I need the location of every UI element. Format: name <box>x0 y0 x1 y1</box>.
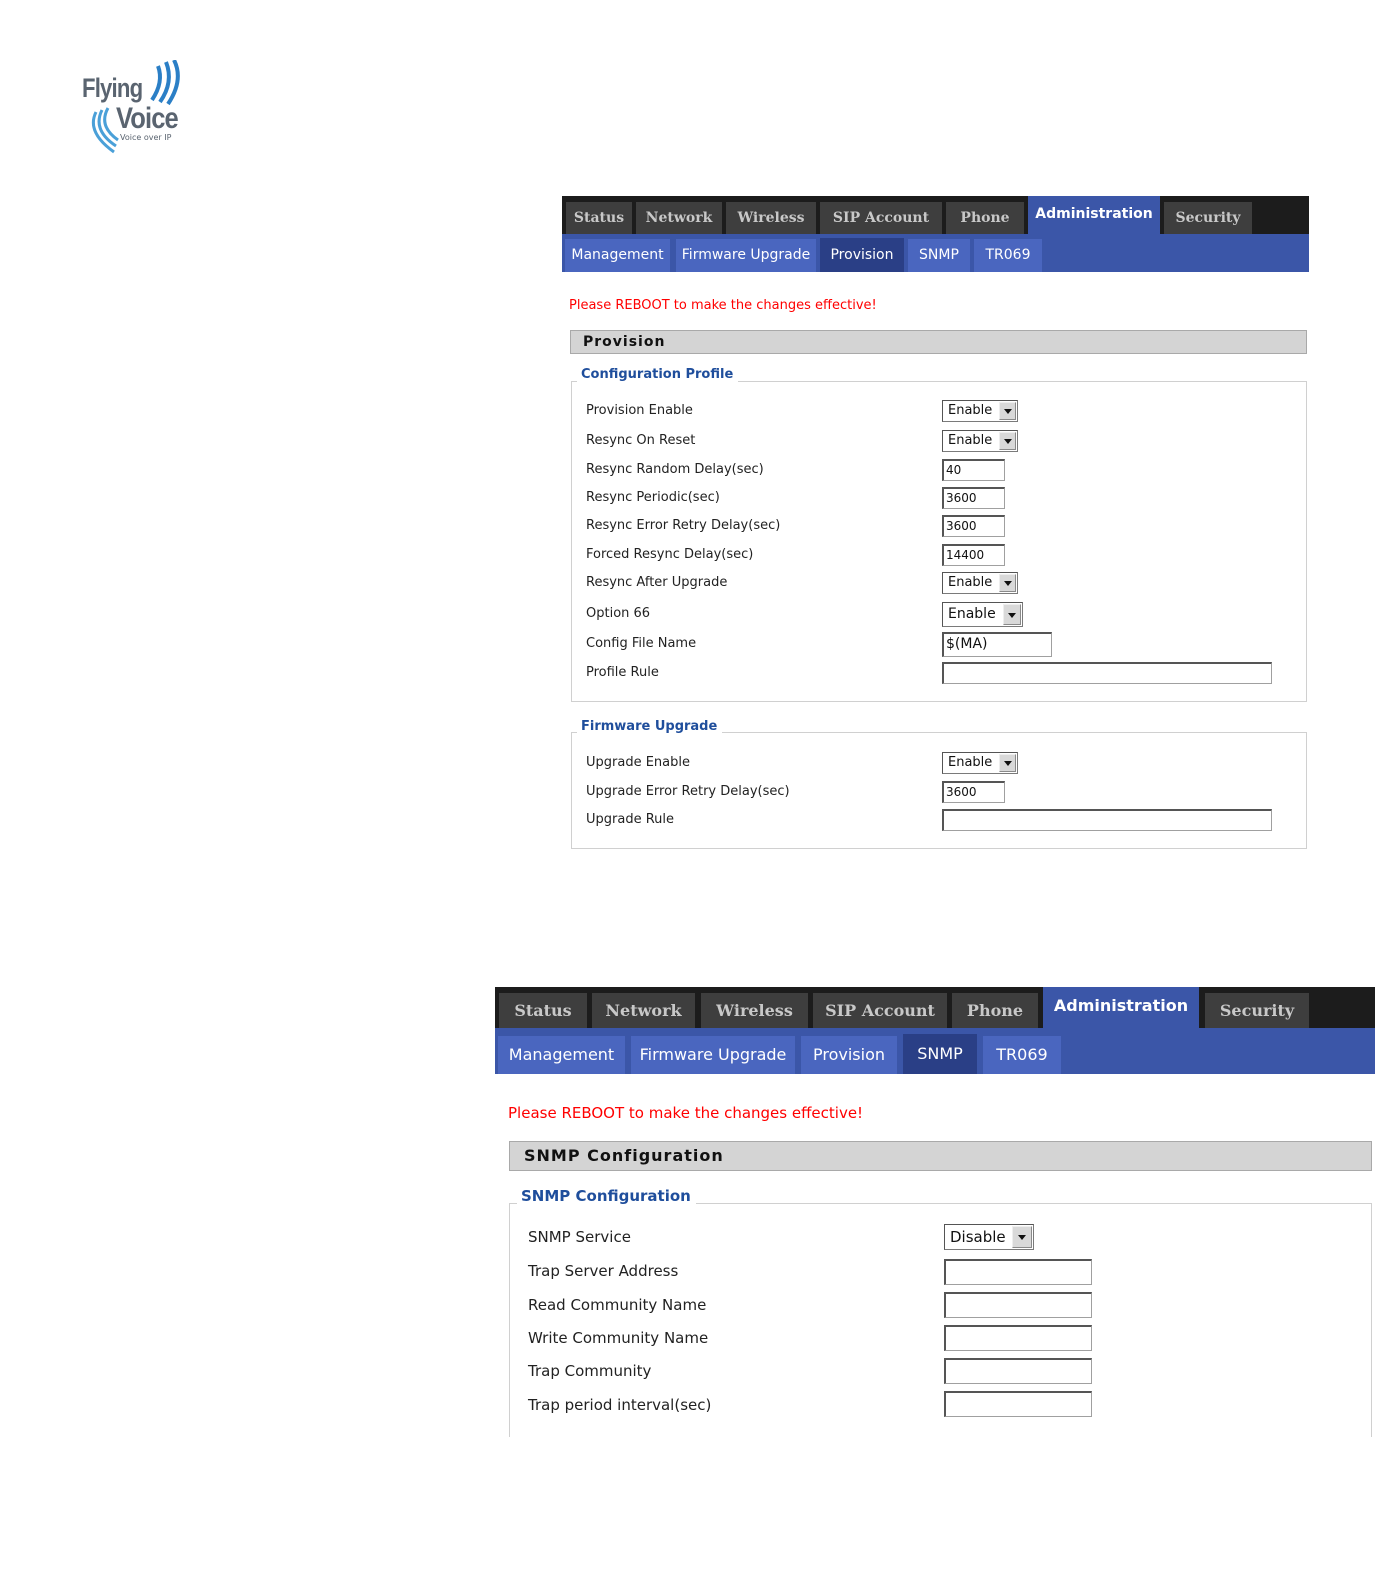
main-nav <box>495 987 1375 1028</box>
reboot-notice: Please REBOOT to make the changes effective! <box>569 298 877 313</box>
select-provision-enable[interactable] <box>942 400 1018 422</box>
select-value: Enable <box>948 755 993 770</box>
tab-security[interactable]: Security <box>1164 202 1252 234</box>
chevron-down-icon <box>1012 1226 1032 1248</box>
section-title-snmp: SNMP Configuration <box>509 1141 1372 1171</box>
tab-phone[interactable]: Phone <box>946 202 1024 234</box>
label-provision-enable: Provision Enable <box>586 403 693 418</box>
input-upgrade-rule[interactable] <box>942 809 1272 831</box>
main-nav <box>562 196 1309 234</box>
flying-voice-logo <box>80 60 190 155</box>
label-resync-periodic: Resync Periodic(sec) <box>586 490 720 505</box>
select-upgrade-enable[interactable] <box>942 752 1018 774</box>
section-title-provision: Provision <box>570 330 1307 354</box>
select-snmp-service[interactable] <box>944 1224 1034 1250</box>
label-trap-server-address: Trap Server Address <box>528 1262 679 1280</box>
sub-nav <box>495 1028 1375 1074</box>
input-resync-random-delay[interactable]: 40 <box>942 459 1005 481</box>
label-trap-period-interval: Trap period interval(sec) <box>528 1396 712 1414</box>
label-config-file-name: Config File Name <box>586 636 697 651</box>
chevron-down-icon <box>999 402 1016 420</box>
logo-tagline: Voice over IP <box>120 133 172 142</box>
subtab-snmp[interactable]: SNMP <box>908 239 970 272</box>
chevron-down-icon <box>999 432 1016 450</box>
tab-administration[interactable]: Administration <box>1043 987 1199 1028</box>
label-read-community-name: Read Community Name <box>528 1296 707 1314</box>
select-value: Enable <box>948 575 993 590</box>
sub-nav <box>562 234 1309 272</box>
reboot-notice: Please REBOOT to make the changes effective! <box>508 1104 864 1122</box>
input-trap-server-address[interactable] <box>944 1259 1092 1285</box>
tab-status[interactable]: Status <box>499 993 587 1028</box>
label-write-community-name: Write Community Name <box>528 1329 709 1347</box>
subtab-provision[interactable]: Provision <box>801 1036 897 1074</box>
input-resync-error-retry-delay[interactable]: 3600 <box>942 515 1005 537</box>
select-value: Enable <box>948 403 993 418</box>
select-option-66[interactable] <box>942 602 1023 627</box>
subtab-tr069[interactable]: TR069 <box>983 1036 1061 1074</box>
tab-status[interactable]: Status <box>566 202 632 234</box>
label-snmp-service: SNMP Service <box>528 1228 631 1246</box>
tab-network[interactable]: Network <box>636 202 722 234</box>
legend-configuration-profile: Configuration Profile <box>577 367 738 382</box>
input-write-community-name[interactable] <box>944 1325 1092 1351</box>
label-upgrade-enable: Upgrade Enable <box>586 755 690 770</box>
logo-word-voice: Voice <box>116 102 178 135</box>
label-forced-resync-delay: Forced Resync Delay(sec) <box>586 547 754 562</box>
legend-firmware-upgrade: Firmware Upgrade <box>577 719 722 734</box>
chevron-down-icon <box>999 574 1016 592</box>
input-read-community-name[interactable] <box>944 1292 1092 1318</box>
chevron-down-icon <box>999 754 1016 772</box>
label-trap-community: Trap Community <box>528 1362 652 1380</box>
input-trap-period-interval[interactable] <box>944 1391 1092 1417</box>
subtab-snmp[interactable]: SNMP <box>903 1034 977 1074</box>
input-trap-community[interactable] <box>944 1358 1092 1384</box>
subtab-firmware-upgrade[interactable]: Firmware Upgrade <box>631 1036 795 1074</box>
subtab-management[interactable]: Management <box>565 239 670 272</box>
select-value: Enable <box>948 606 996 622</box>
tab-sip-account[interactable]: SIP Account <box>820 202 942 234</box>
snmp-screenshot <box>495 987 1375 1437</box>
label-resync-after-upgrade: Resync After Upgrade <box>586 575 728 590</box>
tab-wireless[interactable]: Wireless <box>701 993 808 1028</box>
subtab-management[interactable]: Management <box>498 1036 625 1074</box>
input-upgrade-error-retry-delay[interactable]: 3600 <box>942 781 1005 803</box>
tab-sip-account[interactable]: SIP Account <box>813 993 947 1028</box>
chevron-down-icon <box>1003 604 1021 625</box>
input-profile-rule[interactable] <box>942 662 1272 684</box>
label-profile-rule: Profile Rule <box>586 665 659 680</box>
provision-screenshot <box>562 196 1309 856</box>
label-upgrade-rule: Upgrade Rule <box>586 812 675 827</box>
legend-snmp-configuration: SNMP Configuration <box>517 1187 696 1205</box>
select-resync-after-upgrade[interactable] <box>942 572 1018 594</box>
logo-word-flying: Flying <box>82 73 143 103</box>
input-config-file-name[interactable]: $(MA) <box>942 632 1052 657</box>
subtab-tr069[interactable]: TR069 <box>974 239 1042 272</box>
select-value: Disable <box>950 1228 1006 1246</box>
tab-network[interactable]: Network <box>592 993 695 1028</box>
label-option-66: Option 66 <box>586 606 651 621</box>
label-resync-random-delay: Resync Random Delay(sec) <box>586 462 764 477</box>
subtab-provision[interactable]: Provision <box>820 238 904 272</box>
label-resync-error-retry-delay: Resync Error Retry Delay(sec) <box>586 518 781 533</box>
tab-security[interactable]: Security <box>1205 993 1309 1028</box>
fieldset-configuration-profile <box>571 381 1307 702</box>
input-forced-resync-delay[interactable]: 14400 <box>942 544 1005 566</box>
label-resync-on-reset: Resync On Reset <box>586 433 696 448</box>
tab-administration[interactable]: Administration <box>1028 196 1160 234</box>
select-resync-on-reset[interactable] <box>942 430 1018 452</box>
tab-phone[interactable]: Phone <box>952 993 1038 1028</box>
input-resync-periodic[interactable]: 3600 <box>942 487 1005 509</box>
tab-wireless[interactable]: Wireless <box>726 202 816 234</box>
label-upgrade-error-retry-delay: Upgrade Error Retry Delay(sec) <box>586 784 790 799</box>
subtab-firmware-upgrade[interactable]: Firmware Upgrade <box>676 239 816 272</box>
select-value: Enable <box>948 433 993 448</box>
